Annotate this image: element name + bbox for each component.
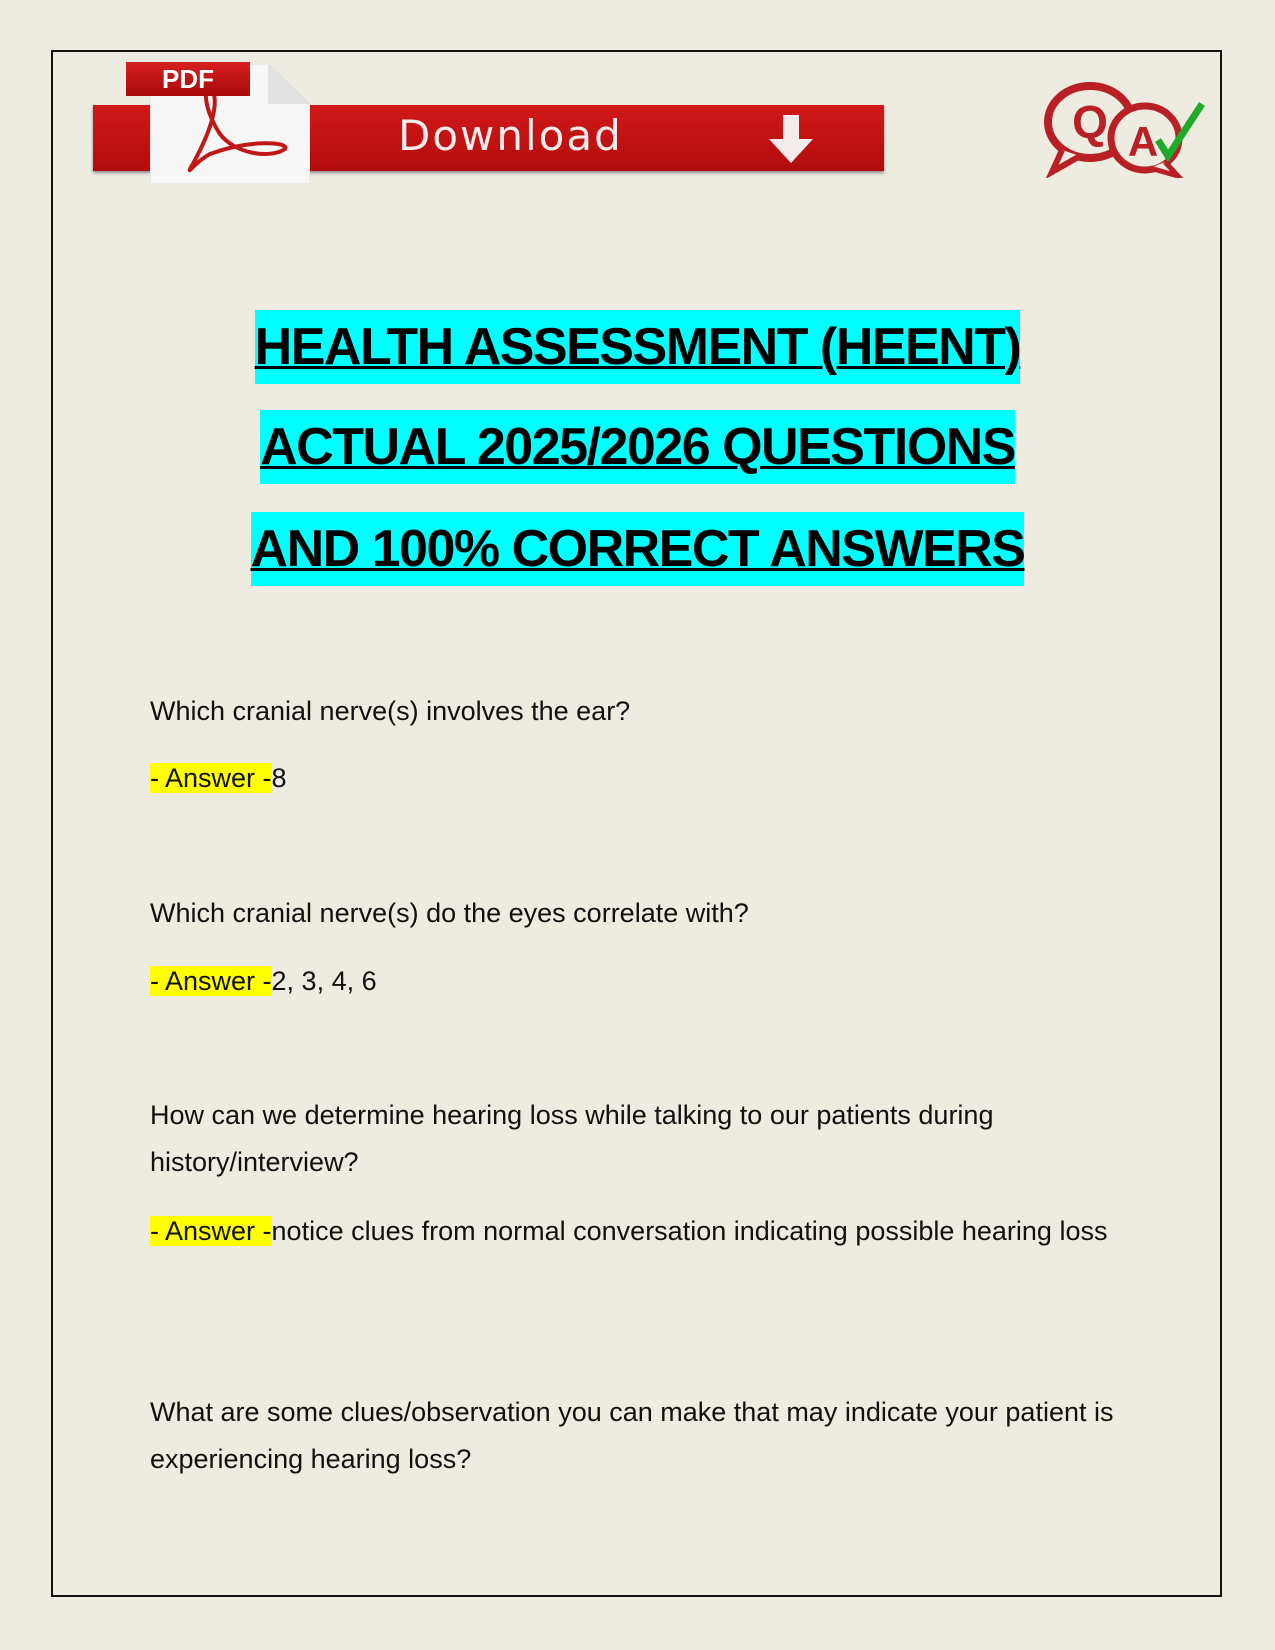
page-border <box>51 50 1222 1597</box>
answer-text: 8 <box>271 763 287 793</box>
answer-2 <box>150 958 1130 1005</box>
pdf-tag: PDF <box>126 62 250 96</box>
answer-3 <box>150 1208 1130 1255</box>
answer-label: - Answer - <box>150 763 272 793</box>
question-2: Which cranial nerve(s) do the eyes correlate with? <box>150 898 749 928</box>
answer-text: notice clues from normal conversation indicating possible hearing loss <box>271 1216 1108 1246</box>
title-line-2 <box>0 410 1275 484</box>
download-arrow-icon <box>761 113 821 165</box>
answer-1 <box>150 755 1130 802</box>
download-label: Download <box>398 111 623 160</box>
answer-label: - Answer - <box>150 966 272 996</box>
svg-text:A: A <box>1127 118 1159 165</box>
title-text: AND 100% CORRECT ANSWERS <box>251 512 1025 586</box>
title-text: ACTUAL 2025/2026 QUESTIONS <box>260 410 1015 484</box>
title-line-1 <box>0 310 1275 384</box>
question-4: What are some clues/observation you can make that may indicate your patient is experiencing hearing loss? <box>150 1397 1114 1474</box>
question-1: Which cranial nerve(s) involves the ear? <box>150 696 631 726</box>
svg-text:Q: Q <box>1072 96 1108 148</box>
answer-label: - Answer - <box>150 1216 272 1246</box>
title-text: HEALTH ASSESSMENT (HEENT) <box>255 310 1021 384</box>
answer-text: 2, 3, 4, 6 <box>271 966 377 996</box>
question-3: How can we determine hearing loss while talking to our patients during history/interview? <box>150 1100 994 1177</box>
title-line-3 <box>0 512 1275 586</box>
qa-logo-icon <box>1040 80 1210 178</box>
